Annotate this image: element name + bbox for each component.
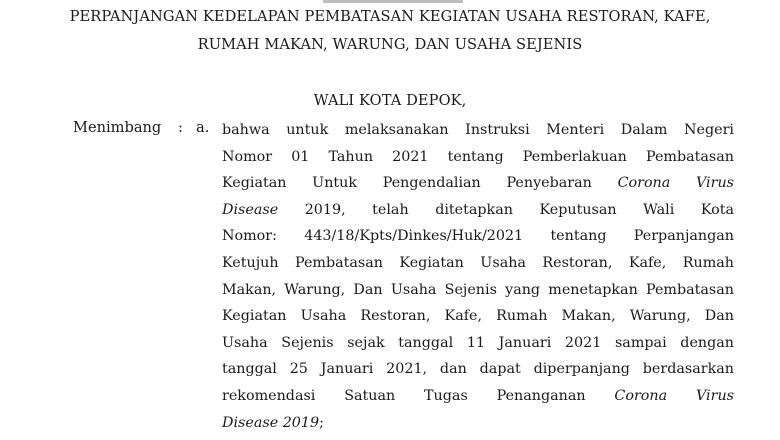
document-title-line-1: PERPANJANGAN KEDELAPAN PEMBATASAN KEGIATAN USAHA RESTORAN, KAFE,	[69, 8, 711, 25]
paragraph-text: Kegiatan Usaha Restoran, Kafe, Rumah Makan, Warung, Dan	[222, 308, 734, 325]
paragraph-text: Kegiatan Untuk Pengendalian Penyebaran	[222, 175, 618, 192]
paragraph-line	[222, 277, 734, 304]
paragraph-text: Makan, Warung, Dan Usaha Sejenis yang menetapkan Pembatasan	[222, 281, 734, 298]
paragraph-text: rekomendasi Satuan Tugas Penanganan	[222, 387, 615, 404]
paragraph-line	[222, 223, 734, 250]
paragraph-line	[222, 117, 734, 144]
paragraph-line	[222, 330, 734, 357]
italic-term: Disease 2019	[222, 414, 320, 431]
page-cut-off-text	[323, 0, 463, 3]
paragraph-line	[222, 144, 734, 171]
italic-term: Disease	[222, 201, 279, 218]
issuer-heading: WALI KOTA DEPOK,	[313, 92, 467, 109]
italic-term: Corona Virus	[617, 175, 734, 192]
paragraph-line	[222, 170, 734, 197]
consideration-paragraph	[222, 117, 734, 436]
paragraph-text: Nomor: 443/18/Kpts/Dinkes/Huk/2021 tentang Perpanjangan	[222, 228, 734, 245]
paragraph-line	[222, 383, 734, 410]
paragraph-line	[222, 197, 734, 224]
paragraph-text: Usaha Sejenis sejak tanggal 11 Januari 2021 sampai dengan	[222, 334, 734, 351]
paragraph-text: tanggal 25 Januari 2021, dan dapat diperpanjang berdasarkan	[222, 361, 734, 378]
item-marker: a.	[196, 119, 210, 136]
section-colon: :	[178, 119, 183, 136]
paragraph-text: Ketujuh Pembatasan Kegiatan Usaha Restoran, Kafe, Rumah	[222, 254, 734, 271]
paragraph-text: ;	[319, 414, 324, 431]
paragraph-text: Nomor 01 Tahun 2021 tentang Pemberlakuan Pembatasan	[222, 148, 734, 165]
paragraph-text: 2019, telah ditetapkan Keputusan Wali Kota	[278, 201, 734, 218]
paragraph-line	[222, 356, 734, 383]
paragraph-text: bahwa untuk melaksanakan Instruksi Menteri Dalam Negeri	[222, 122, 734, 138]
paragraph-line	[222, 410, 734, 437]
document-title-line-2: RUMAH MAKAN, WARUNG, DAN USAHA SEJENIS	[197, 36, 583, 53]
paragraph-line	[222, 250, 734, 277]
paragraph-line	[222, 303, 734, 330]
italic-term: Corona Virus	[614, 387, 734, 404]
section-label-menimbang: Menimbang	[73, 119, 162, 136]
